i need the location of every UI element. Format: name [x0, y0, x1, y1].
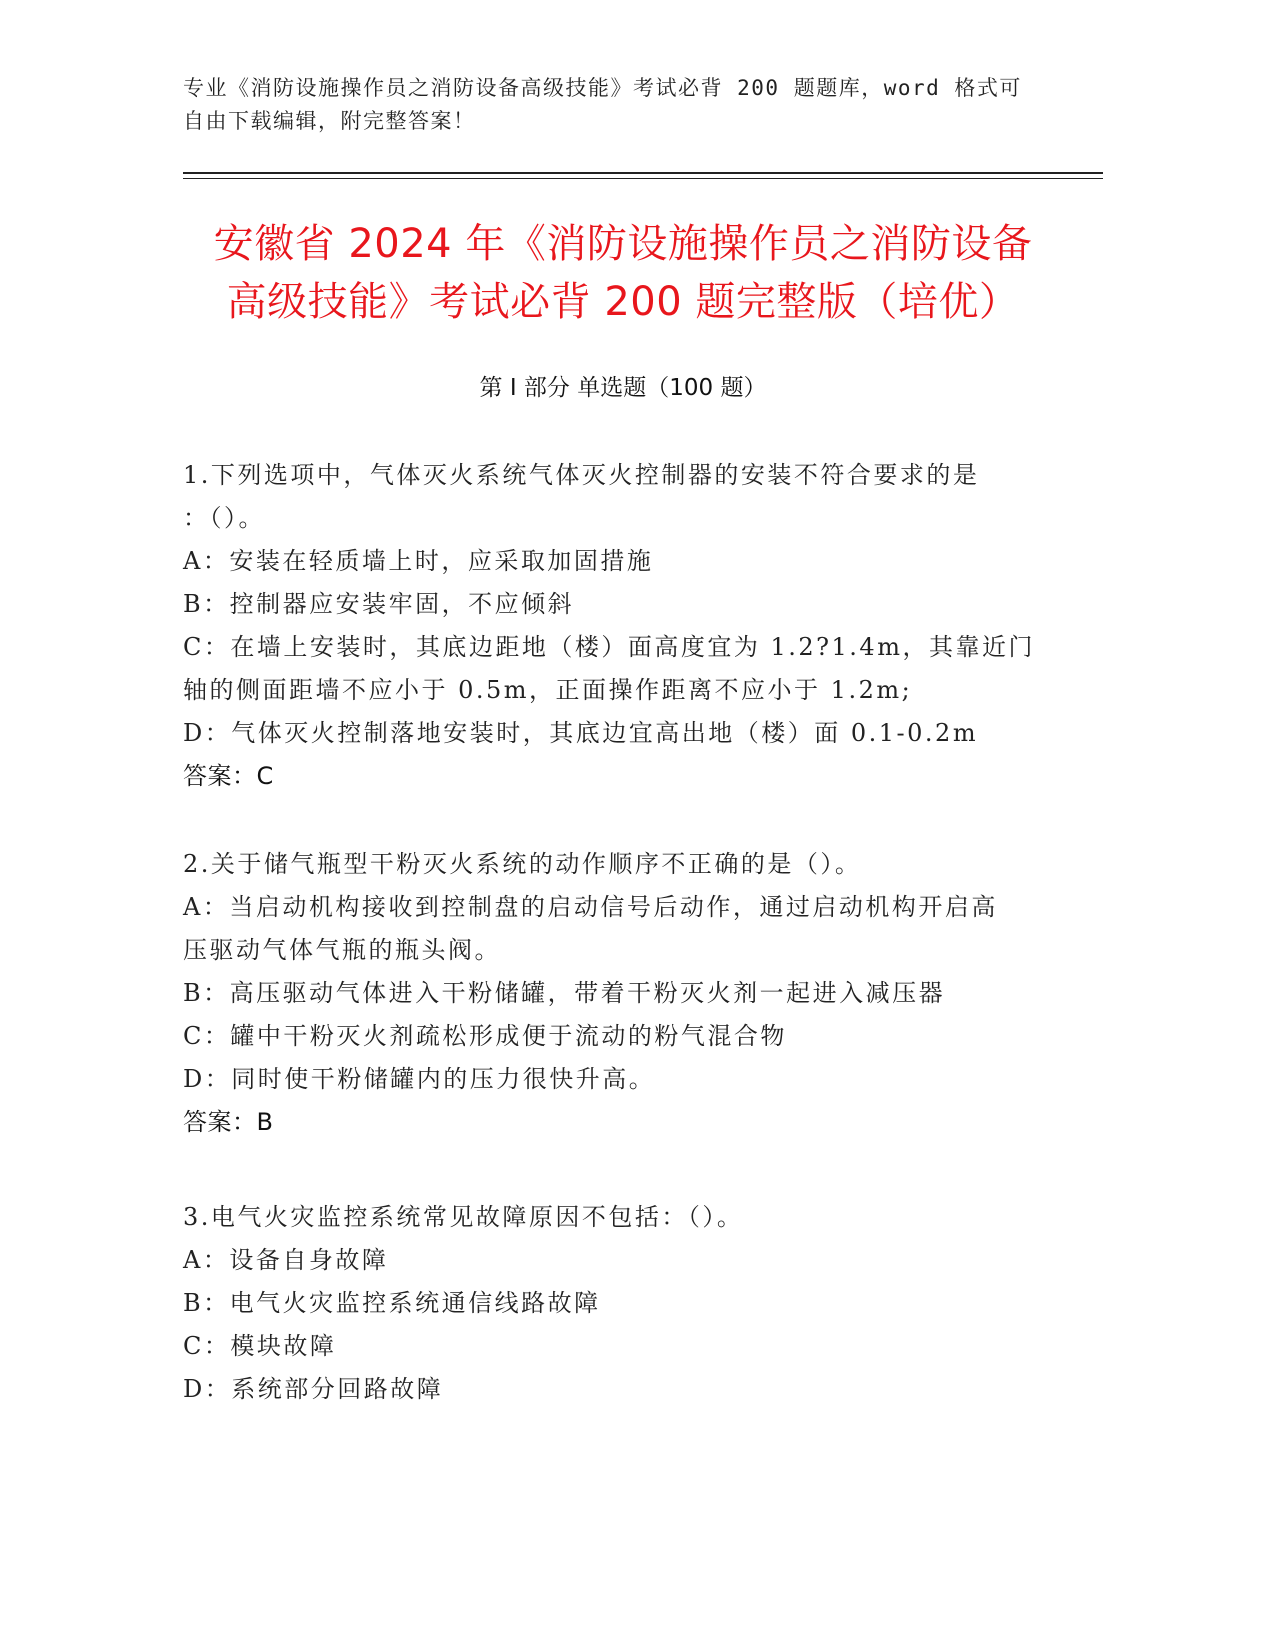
intro-text	[183, 72, 1063, 138]
option-a-continued: 压驱动气体气瓶的瓶头阀。	[183, 936, 501, 964]
header-divider	[183, 172, 1103, 174]
question-stem: 1.下列选项中，气体灭火系统气体灭火控制器的安装不符合要求的是	[183, 461, 980, 489]
question-block	[183, 1196, 1053, 1411]
option-c: C：在墙上安装时，其底边距地（楼）面高度宜为 1.2?1.4m，其靠近门	[183, 633, 1035, 661]
option-a: A：安装在轻质墙上时，应采取加固措施	[183, 547, 654, 575]
header-divider-thin	[183, 178, 1103, 179]
option-c: C：罐中干粉灭火剂疏松形成便于流动的粉气混合物	[183, 1022, 787, 1050]
title-line: 安徽省 2024 年《消防设施操作员之消防设备	[213, 221, 1033, 267]
option-b: B：控制器应安装牢固，不应倾斜	[183, 590, 575, 618]
section-heading: 第 I 部分 单选题（100 题）	[479, 375, 767, 401]
answer-label: 答案：B	[183, 1108, 274, 1136]
option-d: D：气体灭火控制落地安装时，其底边宜高出地（楼）面 0.1-0.2m	[183, 719, 979, 747]
question-stem: 2.关于储气瓶型干粉灭火系统的动作顺序不正确的是（）。	[183, 850, 862, 878]
option-a: A：设备自身故障	[183, 1246, 389, 1274]
option-c: C：模块故障	[183, 1332, 337, 1360]
question-block	[183, 454, 1053, 798]
title-line: 高级技能》考试必背 200 题完整版（培优）	[226, 279, 1020, 325]
answer-label: 答案：C	[183, 762, 274, 790]
option-d: D：系统部分回路故障	[183, 1375, 444, 1403]
question-stem: ：（）。	[183, 504, 265, 532]
question-stem: 3.电气火灾监控系统常见故障原因不包括：（）。	[183, 1203, 744, 1231]
option-d: D：同时使干粉储罐内的压力很快升高。	[183, 1065, 656, 1093]
document-title	[183, 215, 1063, 331]
intro-line: 专业《消防设施操作员之消防设备高级技能》考试必背 200 题题库，word 格式可	[183, 76, 1022, 100]
option-a: A：当启动机构接收到控制盘的启动信号后动作，通过启动机构开启高	[183, 893, 998, 921]
question-block	[183, 843, 1053, 1144]
option-b: B：高压驱动气体进入干粉储罐，带着干粉灭火剂一起进入减压器	[183, 979, 946, 1007]
option-c-continued: 轴的侧面距墙不应小于 0.5m，正面操作距离不应小于 1.2m;	[183, 676, 913, 704]
intro-line: 自由下载编辑，附完整答案！	[183, 109, 476, 133]
option-b: B：电气火灾监控系统通信线路故障	[183, 1289, 601, 1317]
